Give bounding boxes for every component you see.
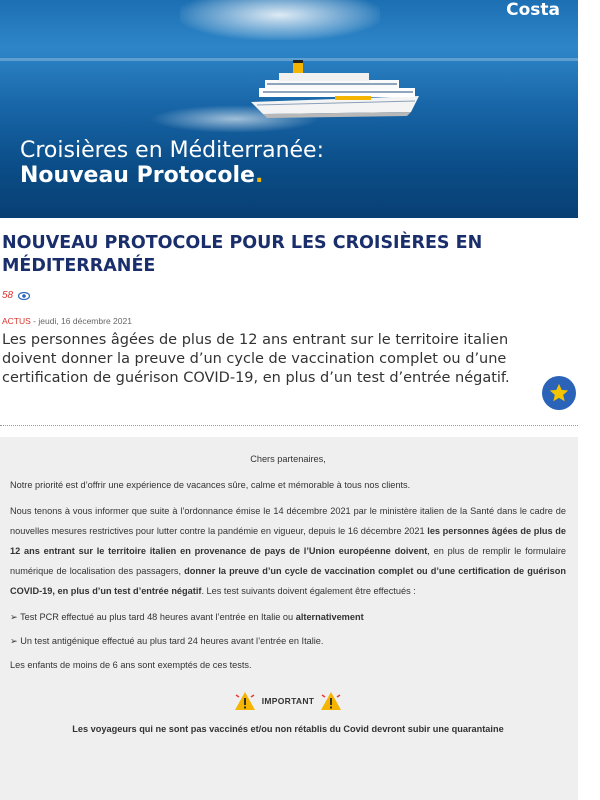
paragraph-part-1: Nous tenons à vous informer que suite à l’ordonnance émise le 14 décembre 2021 par le ministère italien de la Santé dans le cadre de nouvelles mesures restrictives pour lutter contre la pandémie en vigueur, depuis le 16 décembre 2021 [10, 506, 566, 536]
view-count [2, 290, 30, 301]
letter-greeting: Chers partenaires, [250, 454, 326, 464]
letter-panel [0, 437, 578, 800]
brand-logo: Costa [506, 0, 560, 20]
bullet-1-text: ➢ Test PCR effectué au plus tard 48 heures avant l’entrée en Italie ou [10, 612, 296, 622]
favorite-button[interactable] [542, 376, 576, 410]
divider [0, 425, 578, 426]
article-meta [2, 316, 132, 326]
meta-separator: - [30, 316, 39, 326]
paragraph-part-3: . Les test suivants doivent également être effectués : [201, 586, 416, 596]
hero-title-text: Nouveau Protocole [20, 163, 255, 188]
hero-banner [0, 0, 578, 218]
hero-title-line2 [20, 163, 263, 188]
paragraph-part-2: , en plus de remplir le formulaire numérique de localisation des passagers, [10, 546, 566, 576]
publish-date: jeudi, 16 décembre 2021 [38, 316, 132, 326]
warning-icon [320, 691, 342, 711]
article-lead: Les personnes âgées de plus de 12 ans entrant sur le territoire italien doivent donner la preuve d’un cycle de vaccination complet ou d’une certification de guérison COVID-19, en plus d’un test d’entrée négatif. [2, 332, 510, 386]
list-item: ➢ Un test antigénique effectué au plus tard 24 heures avant l’entrée en Italie. [10, 636, 324, 646]
warning-icon [234, 691, 256, 711]
cruise-ship-image [245, 58, 425, 120]
important-label: IMPORTANT [261, 696, 315, 706]
list-item [10, 607, 566, 627]
category-link[interactable]: ACTUS [2, 316, 31, 326]
eye-icon [18, 292, 30, 300]
letter-paragraph [10, 501, 566, 601]
view-count-value: 58 [2, 290, 14, 301]
bullet-1-bold: alternativement [295, 612, 364, 622]
star-icon [548, 382, 570, 404]
paragraph-bold-2: donner la preuve d’un cycle de vaccination complet ou d’une certification de guérison COVID-19, en plus d’un test d’entrée négatif [10, 566, 567, 596]
article-title: NOUVEAU PROTOCOLE POUR LES CROISIÈRES EN MÉDITERRANÉE [2, 233, 483, 276]
letter-priority: Notre priorité est d’offrir une expérience de vacances sûre, calme et mémorable à tous nos clients. [10, 480, 411, 490]
quarantine-note: Les voyageurs qui ne sont pas vaccinés et/ou non rétablis du Covid devront subir une quarantaine [72, 724, 504, 734]
hero-title-dot: . [254, 163, 264, 188]
paragraph-bold-1: les personnes âgées de plus de 12 ans entrant sur le territoire italien en provenance de pays de l’Union européenne doivent [10, 526, 566, 556]
letter-children-note: Les enfants de moins de 6 ans sont exemptés de ces tests. [10, 660, 252, 670]
cloud [180, 0, 380, 40]
hero-title-line1: Croisières en Méditerranée: [20, 138, 324, 163]
important-banner [10, 691, 566, 711]
